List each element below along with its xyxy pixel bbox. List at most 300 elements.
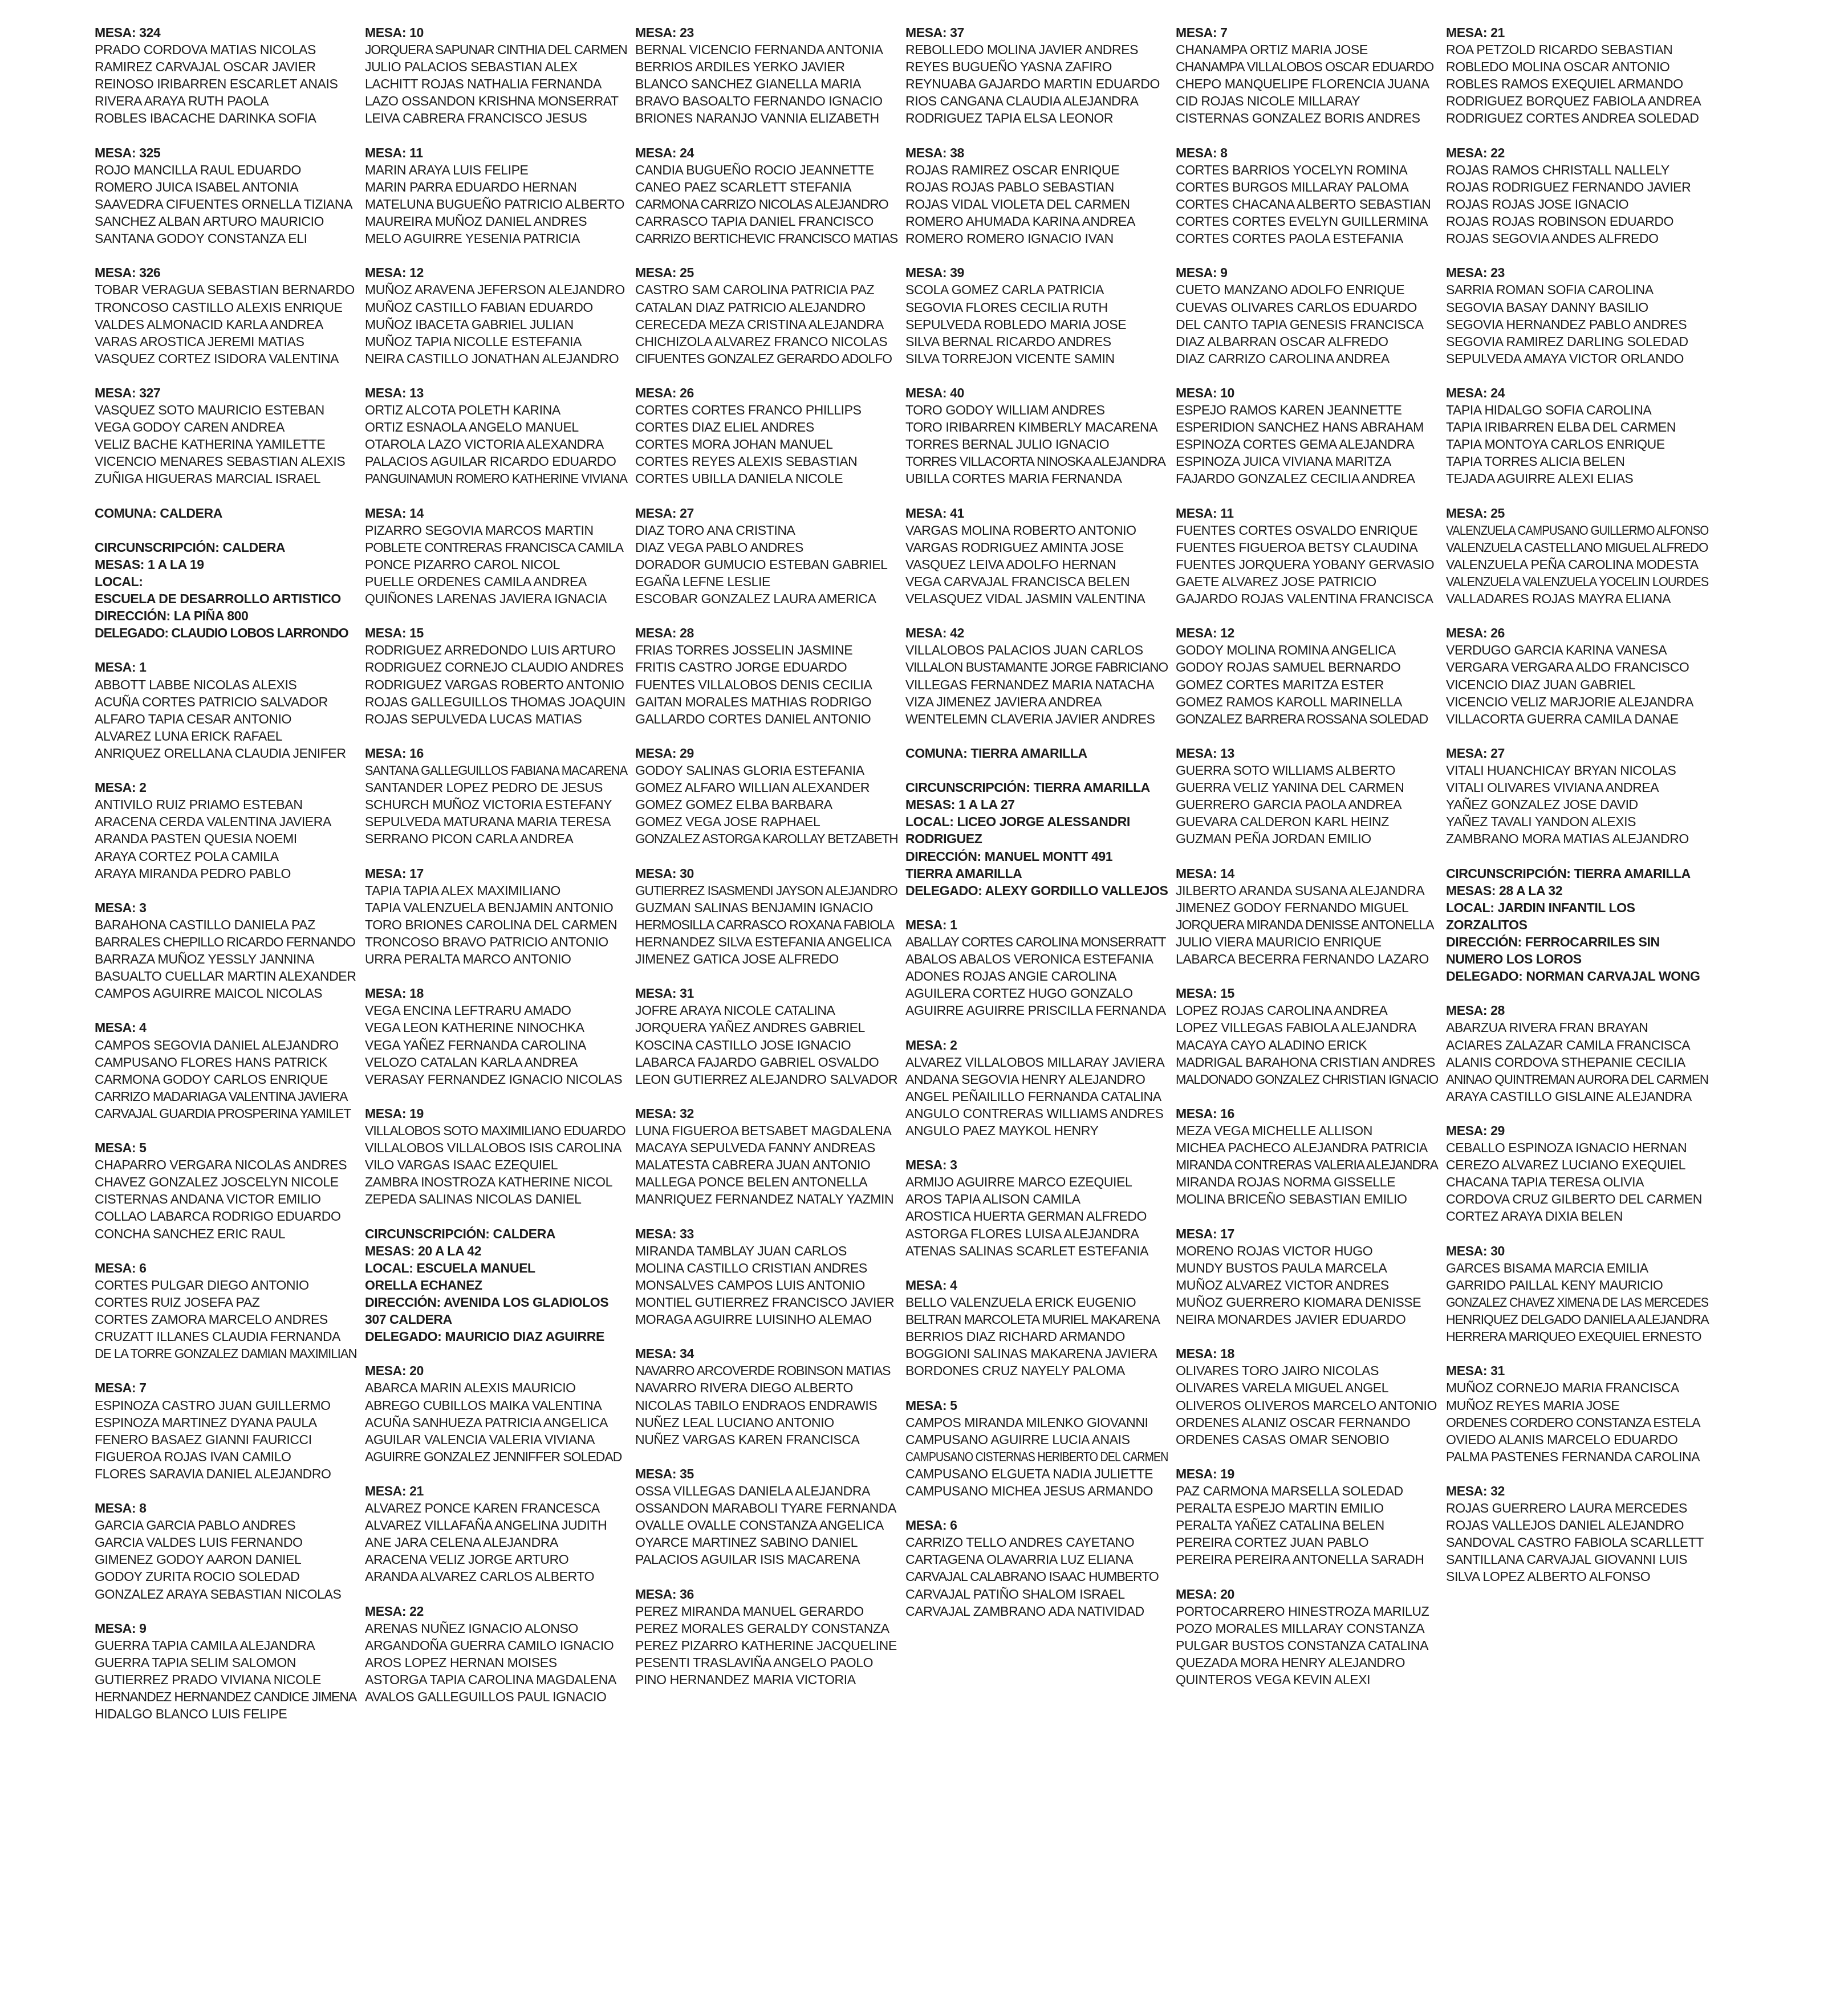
voter-name: ARAYA CORTEZ POLA CAMILA bbox=[95, 848, 279, 864]
voter-name: REYNUABA GAJARDO MARTIN EDUARDO bbox=[905, 76, 1160, 92]
voter-name: VEGA ENCINA LEFTRARU AMADO bbox=[365, 1003, 571, 1018]
voter-name: MACAYA CAYO ALADINO ERICK bbox=[1176, 1037, 1367, 1052]
voter-name: CISTERNAS GONZALEZ BORIS ANDRES bbox=[1176, 111, 1420, 126]
section-heading: NUMERO LOS LOROS bbox=[1446, 952, 1582, 967]
voter-name: VASQUEZ CORTEZ ISIDORA VALENTINA bbox=[95, 351, 339, 366]
voter-name: MALLEGA PONCE BELEN ANTONELLA bbox=[635, 1174, 868, 1190]
voter-name: VELASQUEZ VIDAL JASMIN VALENTINA bbox=[905, 591, 1145, 607]
voter-name: MICHEA PACHECO ALEJANDRA PATRICIA bbox=[1176, 1140, 1428, 1156]
voter-name: AROSTICA HUERTA GERMAN ALFREDO bbox=[905, 1209, 1147, 1224]
voter-name: CAMPUSANO MICHEA JESUS ARMANDO bbox=[905, 1483, 1153, 1498]
voter-name: OLIVARES TORO JAIRO NICOLAS bbox=[1176, 1363, 1379, 1379]
voter-name: LABARCA BECERRA FERNANDO LAZARO bbox=[1176, 952, 1429, 967]
spacer bbox=[635, 1448, 897, 1465]
section-heading: MESA: 17 bbox=[365, 865, 424, 881]
voter-name: MUÑOZ CASTILLO FABIAN EDUARDO bbox=[365, 299, 593, 315]
voter-name: CAMPUSANO AGUIRRE LUCIA ANAIS bbox=[905, 1432, 1130, 1447]
section-heading: DIRECCIÓN: MANUEL MONTT 491 bbox=[905, 848, 1113, 864]
voter-name: CORTES BURGOS MILLARAY PALOMA bbox=[1176, 179, 1409, 194]
voter-name: ANRIQUEZ ORELLANA CLAUDIA JENIFER bbox=[95, 745, 346, 761]
voter-name: LAZO OSSANDON KRISHNA MONSERRAT bbox=[365, 94, 619, 109]
spacer bbox=[95, 1002, 357, 1019]
voter-name: ROMERO JUICA ISABEL ANTONIA bbox=[95, 179, 299, 194]
voter-name: SILVA TORREJON VICENTE SAMIN bbox=[905, 351, 1115, 366]
section-heading: ORELLA ECHANEZ bbox=[365, 1277, 482, 1292]
voter-name: SANTANA GALLEGUILLOS FABIANA MACARENA bbox=[365, 763, 628, 778]
spacer bbox=[1176, 1088, 1438, 1105]
voter-name: MADRIGAL BARAHONA CRISTIAN ANDRES bbox=[1176, 1054, 1435, 1070]
voter-name: ROBLEDO MOLINA OSCAR ANTONIO bbox=[1446, 59, 1670, 75]
section-heading: MESA: 27 bbox=[1446, 745, 1505, 761]
section-heading: MESA: 327 bbox=[95, 385, 161, 400]
voter-name: OYARCE MARTINEZ SABINO DANIEL bbox=[635, 1535, 858, 1550]
voter-name: OSSA VILLEGAS DANIELA ALEJANDRA bbox=[635, 1483, 871, 1498]
voter-name: GAETE ALVAREZ JOSE PATRICIO bbox=[1176, 574, 1376, 589]
spacer bbox=[365, 1586, 627, 1603]
section-heading: MESA: 21 bbox=[365, 1483, 424, 1498]
voter-name: CAMPUSANO FLORES HANS PATRICK bbox=[95, 1054, 328, 1070]
voter-name: ASTORGA TAPIA CAROLINA MAGDALENA bbox=[365, 1672, 616, 1687]
section-heading: MESA: 11 bbox=[365, 145, 423, 160]
section-heading: MESA: 9 bbox=[95, 1620, 147, 1636]
section-heading: MESA: 8 bbox=[1176, 145, 1228, 160]
voter-name: CARVAJAL ZAMBRANO ADA NATIVIDAD bbox=[905, 1603, 1144, 1619]
voter-name: CARRIZO BERTICHEVIC FRANCISCO MATIAS bbox=[635, 231, 898, 246]
voter-name: RODRIGUEZ BORQUEZ FABIOLA ANDREA bbox=[1446, 94, 1701, 109]
voter-name: MUÑOZ IBACETA GABRIEL JULIAN bbox=[365, 316, 574, 332]
voter-name: RODRIGUEZ CORNEJO CLAUDIO ANDRES bbox=[365, 660, 624, 675]
voter-name: PIZARRO SEGOVIA MARCOS MARTIN bbox=[365, 522, 594, 538]
voter-name: VARGAS MOLINA ROBERTO ANTONIO bbox=[905, 522, 1136, 538]
voter-name: RAMIREZ CARVAJAL OSCAR JAVIER bbox=[95, 59, 316, 75]
section-heading: MESA: 20 bbox=[365, 1363, 424, 1379]
voter-name: LEIVA CABRERA FRANCISCO JESUS bbox=[365, 111, 587, 126]
voter-name: VILLALOBOS PALACIOS JUAN CARLOS bbox=[905, 643, 1143, 658]
voter-name: CORTES CORTES PAOLA ESTEFANIA bbox=[1176, 231, 1403, 246]
section-heading: MESA: 22 bbox=[365, 1603, 424, 1619]
spacer bbox=[1176, 607, 1438, 624]
section-heading: MESA: 3 bbox=[905, 1157, 957, 1173]
voter-name: TORO BRIONES CAROLINA DEL CARMEN bbox=[365, 917, 618, 932]
voter-name: ANGULO PAEZ MAYKOL HENRY bbox=[905, 1123, 1099, 1138]
section-heading: MESA: 326 bbox=[95, 265, 161, 281]
voter-name: CIFUENTES GONZALEZ GERARDO ADOLFO bbox=[635, 351, 892, 366]
voter-name: MUÑOZ ARAVENA JEFERSON ALEJANDRO bbox=[365, 282, 625, 298]
section-heading: MESA: 2 bbox=[905, 1037, 957, 1052]
voter-name: GAITAN MORALES MATHIAS RODRIGO bbox=[635, 694, 871, 709]
spacer bbox=[905, 1499, 1168, 1517]
voter-name: YAÑEZ GONZALEZ JOSE DAVID bbox=[1446, 797, 1638, 812]
spacer bbox=[635, 848, 897, 865]
voter-name: EGAÑA LEFNE LESLIE bbox=[635, 574, 770, 589]
section-heading: COMUNA: CALDERA bbox=[95, 505, 222, 521]
voter-name: ALVAREZ PONCE KAREN FRANCESCA bbox=[365, 1501, 600, 1516]
voter-name: CORTES DIAZ ELIEL ANDRES bbox=[635, 420, 814, 435]
voter-name: CHANAMPA VILLALOBOS OSCAR EDUARDO bbox=[1176, 59, 1434, 75]
section-heading: MESA: 5 bbox=[905, 1397, 957, 1413]
voter-name: AGUIRRE GONZALEZ JENNIFFER SOLEDAD bbox=[365, 1449, 622, 1464]
voter-name: ROJAS GUERRERO LAURA MERCEDES bbox=[1446, 1501, 1687, 1516]
voter-name: ABREGO CUBILLOS MAIKA VALENTINA bbox=[365, 1397, 602, 1413]
voter-name: BARAHONA CASTILLO DANIELA PAZ bbox=[95, 917, 315, 932]
section-heading: MESA: 5 bbox=[95, 1140, 147, 1156]
voter-name: URRA PERALTA MARCO ANTONIO bbox=[365, 952, 571, 967]
voter-name: JULIO PALACIOS SEBASTIAN ALEX bbox=[365, 59, 578, 75]
voter-name: JOFRE ARAYA NICOLE CATALINA bbox=[635, 1003, 835, 1018]
voter-name: DIAZ VEGA PABLO ANDRES bbox=[635, 539, 803, 555]
voter-name: SEPULVEDA MATURANA MARIA TERESA bbox=[365, 814, 611, 830]
voter-name: YAÑEZ TAVALI YANDON ALEXIS bbox=[1446, 814, 1636, 830]
column-3 bbox=[635, 24, 897, 1688]
spacer bbox=[905, 1259, 1168, 1277]
voter-name: TAPIA TAPIA ALEX MAXIMILIANO bbox=[365, 883, 560, 898]
spacer bbox=[1446, 848, 1708, 865]
section-heading: TIERRA AMARILLA bbox=[905, 865, 1022, 881]
voter-name: GAJARDO ROJAS VALENTINA FRANCISCA bbox=[1176, 591, 1433, 607]
spacer bbox=[905, 727, 1168, 745]
voter-name: CAMPUSANO CISTERNAS HERIBERTO DEL CARMEN bbox=[905, 1449, 1168, 1464]
spacer bbox=[95, 762, 357, 779]
voter-name: VALENZUELA VALENZUELA YOCELIN LOURDES bbox=[1446, 574, 1709, 589]
voter-name: SEPULVEDA ROBLEDO MARIA JOSE bbox=[905, 316, 1127, 332]
spacer bbox=[95, 127, 357, 144]
spacer bbox=[95, 247, 357, 264]
voter-name: ANGULO CONTRERAS WILLIAMS ANDRES bbox=[905, 1105, 1164, 1121]
section-heading: MESA: 6 bbox=[95, 1260, 147, 1275]
section-heading: DIRECCIÓN: FERROCARRILES SIN bbox=[1446, 934, 1660, 949]
section-heading: MESA: 22 bbox=[1446, 145, 1505, 160]
voter-name: VALENZUELA CASTELLANO MIGUEL ALFREDO bbox=[1446, 539, 1708, 555]
voter-name: CORTES BARRIOS YOCELYN ROMINA bbox=[1176, 162, 1408, 177]
voter-name: ABARZUA RIVERA FRAN BRAYAN bbox=[1446, 1020, 1648, 1035]
voter-name: ROJAS GALLEGUILLOS THOMAS JOAQUIN bbox=[365, 694, 625, 709]
voter-name: PONCE PIZARRO CAROL NICOL bbox=[365, 556, 560, 572]
voter-name: VERDUGO GARCIA KARINA VANESA bbox=[1446, 643, 1667, 658]
spacer bbox=[95, 1603, 357, 1620]
voter-name: MIRANDA ROJAS NORMA GISSELLE bbox=[1176, 1174, 1396, 1190]
section-heading: MESA: 21 bbox=[1446, 25, 1505, 40]
voter-name: NAVARRO RIVERA DIEGO ALBERTO bbox=[635, 1380, 854, 1396]
section-heading: DIRECCIÓN: LA PIÑA 800 bbox=[95, 608, 249, 624]
voter-name: ROJAS ROJAS JOSE IGNACIO bbox=[1446, 196, 1629, 212]
voter-name: BELLO VALENZUELA ERICK EUGENIO bbox=[905, 1294, 1136, 1310]
voter-name: REBOLLEDO MOLINA JAVIER ANDRES bbox=[905, 42, 1139, 58]
section-heading: MESA: 27 bbox=[635, 505, 694, 521]
voter-name: SCOLA GOMEZ CARLA PATRICIA bbox=[905, 282, 1104, 298]
voter-name: HENRIQUEZ DELGADO DANIELA ALEJANDRA bbox=[1446, 1312, 1709, 1327]
spacer bbox=[95, 522, 357, 539]
voter-name: MUÑOZ REYES MARIA JOSE bbox=[1446, 1397, 1620, 1413]
section-heading: LOCAL: LICEO JORGE ALESSANDRI bbox=[905, 814, 1130, 830]
section-heading: MESA: 12 bbox=[1176, 625, 1234, 641]
voter-name: OLIVARES VARELA MIGUEL ANGEL bbox=[1176, 1380, 1389, 1396]
voter-name: MUÑOZ CORNEJO MARIA FRANCISCA bbox=[1446, 1380, 1679, 1396]
section-heading: MESA: 8 bbox=[95, 1501, 147, 1516]
voter-name: ROJAS SEPULVEDA LUCAS MATIAS bbox=[365, 711, 582, 726]
spacer bbox=[1176, 968, 1438, 985]
section-heading: MESA: 18 bbox=[1176, 1346, 1234, 1361]
voter-name: GOMEZ ALFARO WILLIAN ALEXANDER bbox=[635, 780, 870, 795]
voter-name: LUNA FIGUEROA BETSABET MAGDALENA bbox=[635, 1123, 892, 1138]
spacer bbox=[365, 968, 627, 985]
section-heading: MESA: 25 bbox=[635, 265, 694, 281]
voter-name: HERRERA MARIQUEO EXEQUIEL ERNESTO bbox=[1446, 1329, 1701, 1344]
section-heading: MESA: 19 bbox=[365, 1105, 424, 1121]
spacer bbox=[95, 1482, 357, 1499]
voter-name: ROJAS RAMIREZ OSCAR ENRIQUE bbox=[905, 162, 1120, 177]
voter-name: DIAZ TORO ANA CRISTINA bbox=[635, 522, 795, 538]
voter-name: VILO VARGAS ISAAC EZEQUIEL bbox=[365, 1157, 558, 1173]
voter-name: NUÑEZ VARGAS KAREN FRANCISCA bbox=[635, 1432, 860, 1447]
spacer bbox=[1446, 127, 1708, 144]
voter-name: CARTAGENA OLAVARRIA LUZ ELIANA bbox=[905, 1552, 1134, 1567]
section-heading: MESA: 15 bbox=[365, 625, 424, 641]
voter-name: ZUÑIGA HIGUERAS MARCIAL ISRAEL bbox=[95, 471, 321, 486]
spacer bbox=[1176, 848, 1438, 865]
section-heading: COMUNA: TIERRA AMARILLA bbox=[905, 745, 1087, 761]
voter-name: ADONES ROJAS ANGIE CAROLINA bbox=[905, 969, 1117, 984]
voter-name: MONTIEL GUTIERREZ FRANCISCO JAVIER bbox=[635, 1294, 895, 1310]
voter-name: GONZALEZ ASTORGA KAROLLAY BETZABETH bbox=[635, 831, 898, 847]
voter-name: CAMPUSANO ELGUETA NADIA JULIETTE bbox=[905, 1466, 1153, 1481]
spacer bbox=[365, 487, 627, 505]
spacer bbox=[635, 968, 897, 985]
voter-name: BARRALES CHEPILLO RICARDO FERNANDO bbox=[95, 934, 355, 949]
voter-name: FLORES SARAVIA DANIEL ALEJANDRO bbox=[95, 1466, 331, 1481]
voter-name: SEGOVIA FLORES CECILIA RUTH bbox=[905, 299, 1108, 315]
voter-name: CHANAMPA ORTIZ MARIA JOSE bbox=[1176, 42, 1368, 58]
voter-name: FUENTES CORTES OSVALDO ENRIQUE bbox=[1176, 522, 1418, 538]
spacer bbox=[635, 727, 897, 745]
voter-name: BARRAZA MUÑOZ YESSLY JANNINA bbox=[95, 952, 315, 967]
section-heading: MESA: 324 bbox=[95, 25, 161, 40]
voter-name: GODOY ROJAS SAMUEL BERNARDO bbox=[1176, 660, 1401, 675]
voter-name: CHICHIZOLA ALVAREZ FRANCO NICOLAS bbox=[635, 334, 888, 349]
voter-name: ORDENES CORDERO CONSTANZA ESTELA bbox=[1446, 1415, 1700, 1430]
voter-name: TRONCOSO CASTILLO ALEXIS ENRIQUE bbox=[95, 299, 343, 315]
voter-name: MELO AGUIRRE YESENIA PATRICIA bbox=[365, 231, 580, 246]
voter-name: SANDOVAL CASTRO FABIOLA SCARLLETT bbox=[1446, 1535, 1704, 1550]
voter-name: TAPIA IRIBARREN ELBA DEL CARMEN bbox=[1446, 420, 1676, 435]
voter-name: FRITIS CASTRO JORGE EDUARDO bbox=[635, 660, 847, 675]
voter-name: ABBOTT LABBE NICOLAS ALEXIS bbox=[95, 677, 297, 692]
voter-name: BASUALTO CUELLAR MARTIN ALEXANDER bbox=[95, 969, 356, 984]
spacer bbox=[1446, 1465, 1708, 1482]
spacer bbox=[635, 247, 897, 264]
voter-name: ESPINOZA JUICA VIVIANA MARITZA bbox=[1176, 454, 1391, 469]
voter-name: GUERRA TAPIA SELIM SALOMON bbox=[95, 1655, 296, 1670]
spacer bbox=[635, 367, 897, 384]
voter-name: FUENTES JORQUERA YOBANY GERVASIO bbox=[1176, 556, 1435, 572]
voter-name: ORTIZ ESNAOLA ANGELO MANUEL bbox=[365, 420, 579, 435]
section-heading: 307 CALDERA bbox=[365, 1312, 452, 1327]
voter-name: GONZALEZ CHAVEZ XIMENA DE LAS MERCEDES bbox=[1446, 1294, 1709, 1310]
voter-name: NICOLAS TABILO ENDRAOS ENDRAWIS bbox=[635, 1397, 878, 1413]
voter-name: FIGUEROA ROJAS IVAN CAMILO bbox=[95, 1449, 291, 1464]
spacer bbox=[365, 127, 627, 144]
voter-name: AGUILERA CORTEZ HUGO GONZALO bbox=[905, 986, 1133, 1001]
voter-name: OVALLE OVALLE CONSTANZA ANGELICA bbox=[635, 1518, 884, 1533]
voter-name: LOPEZ VILLEGAS FABIOLA ALEJANDRA bbox=[1176, 1020, 1416, 1035]
voter-name: SEPULVEDA AMAYA VICTOR ORLANDO bbox=[1446, 351, 1684, 366]
voter-name: JORQUERA YAÑEZ ANDRES GABRIEL bbox=[635, 1020, 865, 1035]
voter-name: VALDES ALMONACID KARLA ANDREA bbox=[95, 316, 323, 332]
section-heading: DELEGADO: ALEXY GORDILLO VALLEJOS bbox=[905, 883, 1168, 898]
spacer bbox=[1446, 1225, 1708, 1242]
voter-name: TAPIA VALENZUELA BENJAMIN ANTONIO bbox=[365, 900, 614, 915]
spacer bbox=[95, 1242, 357, 1259]
section-heading: MESA: 24 bbox=[1446, 385, 1505, 400]
voter-name: SILVA LOPEZ ALBERTO ALFONSO bbox=[1446, 1569, 1651, 1584]
section-heading: MESA: 30 bbox=[1446, 1243, 1505, 1258]
voter-name: NAVARRO ARCOVERDE ROBINSON MATIAS bbox=[635, 1363, 891, 1379]
section-heading: CIRCUNSCRIPCIÓN: TIERRA AMARILLA bbox=[1446, 865, 1691, 881]
spacer bbox=[905, 607, 1168, 624]
voter-name: MIRANDA CONTRERAS VALERIA ALEJANDRA bbox=[1176, 1157, 1438, 1173]
spacer bbox=[905, 1019, 1168, 1036]
section-heading: MESA: 36 bbox=[635, 1586, 694, 1602]
voter-name: VIZA JIMENEZ JAVIERA ANDREA bbox=[905, 694, 1102, 709]
voter-name: MAUREIRA MUÑOZ DANIEL ANDRES bbox=[365, 214, 587, 229]
voter-name: CORTES UBILLA DANIELA NICOLE bbox=[635, 471, 843, 486]
voter-name: BRIONES NARANJO VANNIA ELIZABETH bbox=[635, 111, 879, 126]
voter-name: ROJAS ROJAS PABLO SEBASTIAN bbox=[905, 179, 1114, 194]
spacer bbox=[1446, 607, 1708, 624]
voter-name: CEBALLO ESPINOZA IGNACIO HERNAN bbox=[1446, 1140, 1687, 1156]
voter-name: ANE JARA CELENA ALEJANDRA bbox=[365, 1535, 558, 1550]
voter-name: MUNDY BUSTOS PAULA MARCELA bbox=[1176, 1260, 1387, 1275]
voter-name: SCHURCH MUÑOZ VICTORIA ESTEFANY bbox=[365, 797, 612, 812]
voter-name: VALENZUELA PEÑA CAROLINA MODESTA bbox=[1446, 556, 1699, 572]
voter-name: VILLALON BUSTAMANTE JORGE FABRICIANO bbox=[905, 660, 1168, 675]
voter-name: MARIN PARRA EDUARDO HERNAN bbox=[365, 179, 577, 194]
section-heading: LOCAL: JARDIN INFANTIL LOS bbox=[1446, 900, 1635, 915]
voter-name: CUETO MANZANO ADOLFO ENRIQUE bbox=[1176, 282, 1405, 298]
voter-name: GUZMAN PEÑA JORDAN EMILIO bbox=[1176, 831, 1371, 847]
section-heading: MESA: 11 bbox=[1176, 505, 1234, 521]
voter-name: HERMOSILLA CARRASCO ROXANA FABIOLA bbox=[635, 917, 895, 932]
section-heading: MESA: 24 bbox=[635, 145, 694, 160]
spacer bbox=[635, 1568, 897, 1585]
voter-name: SARRIA ROMAN SOFIA CAROLINA bbox=[1446, 282, 1654, 298]
section-heading: MESAS: 28 A LA 32 bbox=[1446, 883, 1563, 898]
voter-name: ESPINOZA CORTES GEMA ALEJANDRA bbox=[1176, 437, 1415, 452]
voter-name: VITALI HUANCHICAY BRYAN NICOLAS bbox=[1446, 763, 1676, 778]
voter-name: RIOS CANGANA CLAUDIA ALEJANDRA bbox=[905, 94, 1139, 109]
section-heading: MESA: 25 bbox=[1446, 505, 1505, 521]
section-heading: ZORZALITOS bbox=[1446, 917, 1528, 932]
voter-name: ROBLES IBACACHE DARINKA SOFIA bbox=[95, 111, 316, 126]
spacer bbox=[365, 1208, 627, 1225]
voter-name: GARCIA GARCIA PABLO ANDRES bbox=[95, 1518, 296, 1533]
spacer bbox=[1176, 1568, 1438, 1585]
spacer bbox=[365, 1345, 627, 1362]
voter-name: VERASAY FERNANDEZ IGNACIO NICOLAS bbox=[365, 1071, 623, 1087]
voter-name: JILBERTO ARANDA SUSANA ALEJANDRA bbox=[1176, 883, 1425, 898]
section-heading: MESA: 30 bbox=[635, 865, 694, 881]
voter-name: PESENTI TRASLAVIÑA ANGELO PAOLO bbox=[635, 1655, 874, 1670]
voter-name: JIMENEZ GODOY FERNANDO MIGUEL bbox=[1176, 900, 1409, 915]
voter-name: ANDANA SEGOVIA HENRY ALEJANDRO bbox=[905, 1071, 1145, 1087]
voter-name: BERNAL VICENCIO FERNANDA ANTONIA bbox=[635, 42, 883, 58]
voter-name: TAPIA MONTOYA CARLOS ENRIQUE bbox=[1446, 437, 1665, 452]
spacer bbox=[95, 487, 357, 505]
spacer bbox=[905, 367, 1168, 384]
voter-name: GOMEZ VEGA JOSE RAPHAEL bbox=[635, 814, 820, 830]
voter-name: ALVAREZ VILLAFAÑA ANGELINA JUDITH bbox=[365, 1518, 607, 1533]
voter-name: SANTILLANA CARVAJAL GIOVANNI LUIS bbox=[1446, 1552, 1688, 1567]
voter-name: ESCOBAR GONZALEZ LAURA AMERICA bbox=[635, 591, 876, 607]
voter-name: CASTRO SAM CAROLINA PATRICIA PAZ bbox=[635, 282, 875, 298]
voter-name: PUELLE ORDENES CAMILA ANDREA bbox=[365, 574, 587, 589]
voter-name: REINOSO IRIBARREN ESCARLET ANAIS bbox=[95, 76, 338, 92]
voter-name: DEL CANTO TAPIA GENESIS FRANCISCA bbox=[1176, 316, 1424, 332]
section-heading: MESA: 2 bbox=[95, 780, 147, 795]
voter-name: CORTES ZAMORA MARCELO ANDRES bbox=[95, 1312, 328, 1327]
spacer bbox=[365, 727, 627, 745]
section-heading: CIRCUNSCRIPCIÓN: CALDERA bbox=[365, 1226, 556, 1241]
voter-name: CID ROJAS NICOLE MILLARAY bbox=[1176, 94, 1360, 109]
voter-name: CATALAN DIAZ PATRICIO ALEJANDRO bbox=[635, 299, 866, 315]
voter-name: CORTES MORA JOHAN MANUEL bbox=[635, 437, 833, 452]
voter-name: CUEVAS OLIVARES CARLOS EDUARDO bbox=[1176, 299, 1417, 315]
section-heading: MESA: 32 bbox=[1446, 1483, 1505, 1498]
voter-name: TORRES BERNAL JULIO IGNACIO bbox=[905, 437, 1110, 452]
voter-name: GUERRA VELIZ YANINA DEL CARMEN bbox=[1176, 780, 1404, 795]
voter-name: CARVAJAL CALABRANO ISAAC HUMBERTO bbox=[905, 1569, 1159, 1584]
section-heading: MESA: 28 bbox=[635, 625, 694, 641]
voter-name: MEZA VEGA MICHELLE ALLISON bbox=[1176, 1123, 1372, 1138]
column-6 bbox=[1446, 24, 1708, 1586]
section-heading: RODRIGUEZ bbox=[905, 831, 982, 847]
voter-name: ESPINOZA CASTRO JUAN GUILLERMO bbox=[95, 1397, 331, 1413]
voter-name: COLLAO LABARCA RODRIGO EDUARDO bbox=[95, 1209, 341, 1224]
voter-name: CHAPARRO VERGARA NICOLAS ANDRES bbox=[95, 1157, 347, 1173]
spacer bbox=[1446, 487, 1708, 505]
voter-name: BERRIOS ARDILES YERKO JAVIER bbox=[635, 59, 845, 75]
voter-name: MALDONADO GONZALEZ CHRISTIAN IGNACIO bbox=[1176, 1071, 1439, 1087]
spacer bbox=[95, 367, 357, 384]
voter-name: GARCIA VALDES LUIS FERNANDO bbox=[95, 1535, 303, 1550]
voter-name: PEREIRA PEREIRA ANTONELLA SARADH bbox=[1176, 1552, 1424, 1567]
voter-name: ROJAS VALLEJOS DANIEL ALEJANDRO bbox=[1446, 1518, 1684, 1533]
spacer bbox=[95, 1362, 357, 1379]
section-heading: MESA: 35 bbox=[635, 1466, 694, 1481]
voter-name: VICENCIO VELIZ MARJORIE ALEJANDRA bbox=[1446, 694, 1694, 709]
section-heading: MESA: 14 bbox=[365, 505, 424, 521]
spacer bbox=[95, 882, 357, 899]
section-heading: MESA: 325 bbox=[95, 145, 161, 160]
voter-name: CARRIZO MADARIAGA VALENTINA JAVIERA bbox=[95, 1088, 348, 1104]
voter-name: ARAYA MIRANDA PEDRO PABLO bbox=[95, 865, 291, 881]
voter-name: JULIO VIERA MAURICIO ENRIQUE bbox=[1176, 934, 1382, 949]
section-heading: MESA: 9 bbox=[1176, 265, 1228, 281]
voter-name: GARCES BISAMA MARCIA EMILIA bbox=[1446, 1260, 1648, 1275]
section-heading: MESA: 28 bbox=[1446, 1003, 1505, 1018]
column-1 bbox=[95, 24, 357, 1722]
voter-name: PERALTA YAÑEZ CATALINA BELEN bbox=[1176, 1518, 1384, 1533]
voter-name: MIRANDA TAMBLAY JUAN CARLOS bbox=[635, 1243, 847, 1258]
voter-name: ARACENA VELIZ JORGE ARTURO bbox=[365, 1552, 569, 1567]
spacer bbox=[1446, 367, 1708, 384]
voter-name: AROS LOPEZ HERNAN MOISES bbox=[365, 1655, 557, 1670]
section-heading: MESA: 13 bbox=[1176, 745, 1234, 761]
voter-name: CARRASCO TAPIA DANIEL FRANCISCO bbox=[635, 214, 874, 229]
voter-name: FRIAS TORRES JOSSELIN JASMINE bbox=[635, 643, 853, 658]
voter-name: VITALI OLIVARES VIVIANA ANDREA bbox=[1446, 780, 1659, 795]
voter-name: ARMIJO AGUIRRE MARCO EZEQUIEL bbox=[905, 1174, 1132, 1190]
voter-name: BORDONES CRUZ NAYELY PALOMA bbox=[905, 1363, 1125, 1379]
